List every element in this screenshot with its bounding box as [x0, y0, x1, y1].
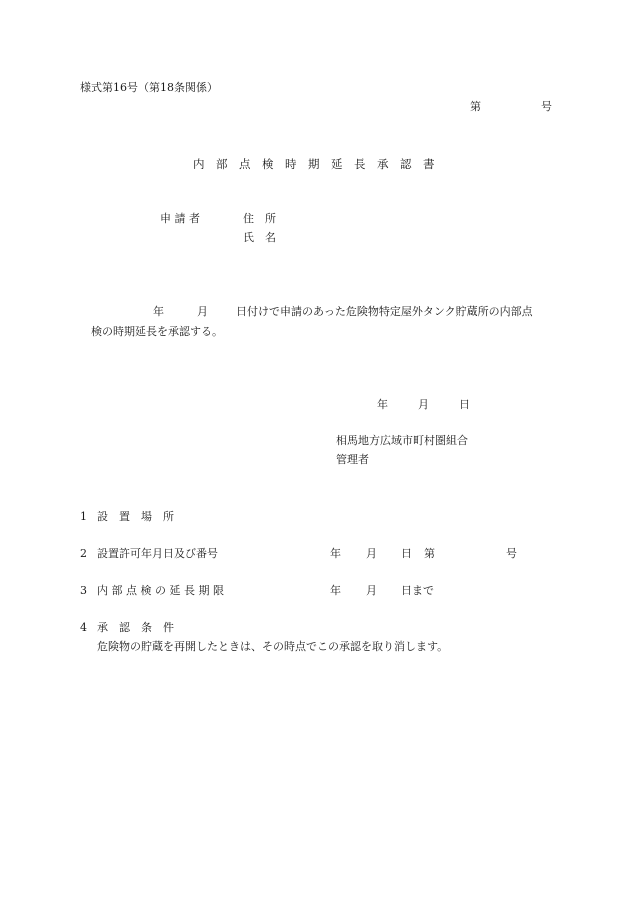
item-2-month: 月	[366, 547, 377, 560]
form-number-label: 様式第16号（第18条関係）	[80, 81, 218, 94]
issue-month: 月	[418, 398, 429, 411]
item-1-number: 1	[80, 510, 87, 523]
item-4-label: 承 認 条 件	[97, 621, 174, 634]
item-4-condition-text: 危険物の貯蔵を再開したときは、その時点でこの承認を取り消します。	[97, 640, 449, 653]
item-3-year: 年	[330, 584, 341, 597]
body-month: 月	[197, 305, 208, 318]
applicant-label: 申 請 者	[160, 212, 200, 225]
item-2-day: 日	[401, 547, 412, 560]
item-2-dai: 第	[424, 547, 435, 560]
address-label: 住 所	[243, 212, 276, 225]
issuer-title: 管理者	[336, 453, 369, 466]
item-4-number: 4	[80, 621, 87, 634]
issue-day: 日	[459, 398, 470, 411]
item-3-number: 3	[80, 584, 87, 597]
name-label: 氏 名	[243, 231, 276, 244]
page-title: 内 部 点 検 時 期 延 長 承 認 書	[193, 157, 435, 171]
body-text-line-2: 検の時期延長を承認する。	[91, 325, 223, 338]
item-2-year: 年	[330, 547, 341, 560]
item-3-month: 月	[366, 584, 377, 597]
item-1-label: 設 置 場 所	[97, 510, 174, 523]
number-dai: 第	[470, 100, 481, 113]
body-text-rest: 日付けで申請のあった危険物特定屋外タンク貯蔵所の内部点	[236, 305, 533, 318]
item-3-day: 日まで	[401, 584, 434, 597]
issue-year: 年	[377, 398, 388, 411]
body-year: 年	[153, 305, 164, 318]
item-2-label: 設置許可年月日及び番号	[97, 547, 218, 560]
item-3-label: 内 部 点 検 の 延 長 期 限	[97, 584, 224, 597]
item-2-number: 2	[80, 547, 87, 560]
issuer-organization: 相馬地方広域市町村圏組合	[336, 434, 468, 447]
item-2-go: 号	[506, 547, 517, 560]
number-go: 号	[541, 100, 552, 113]
